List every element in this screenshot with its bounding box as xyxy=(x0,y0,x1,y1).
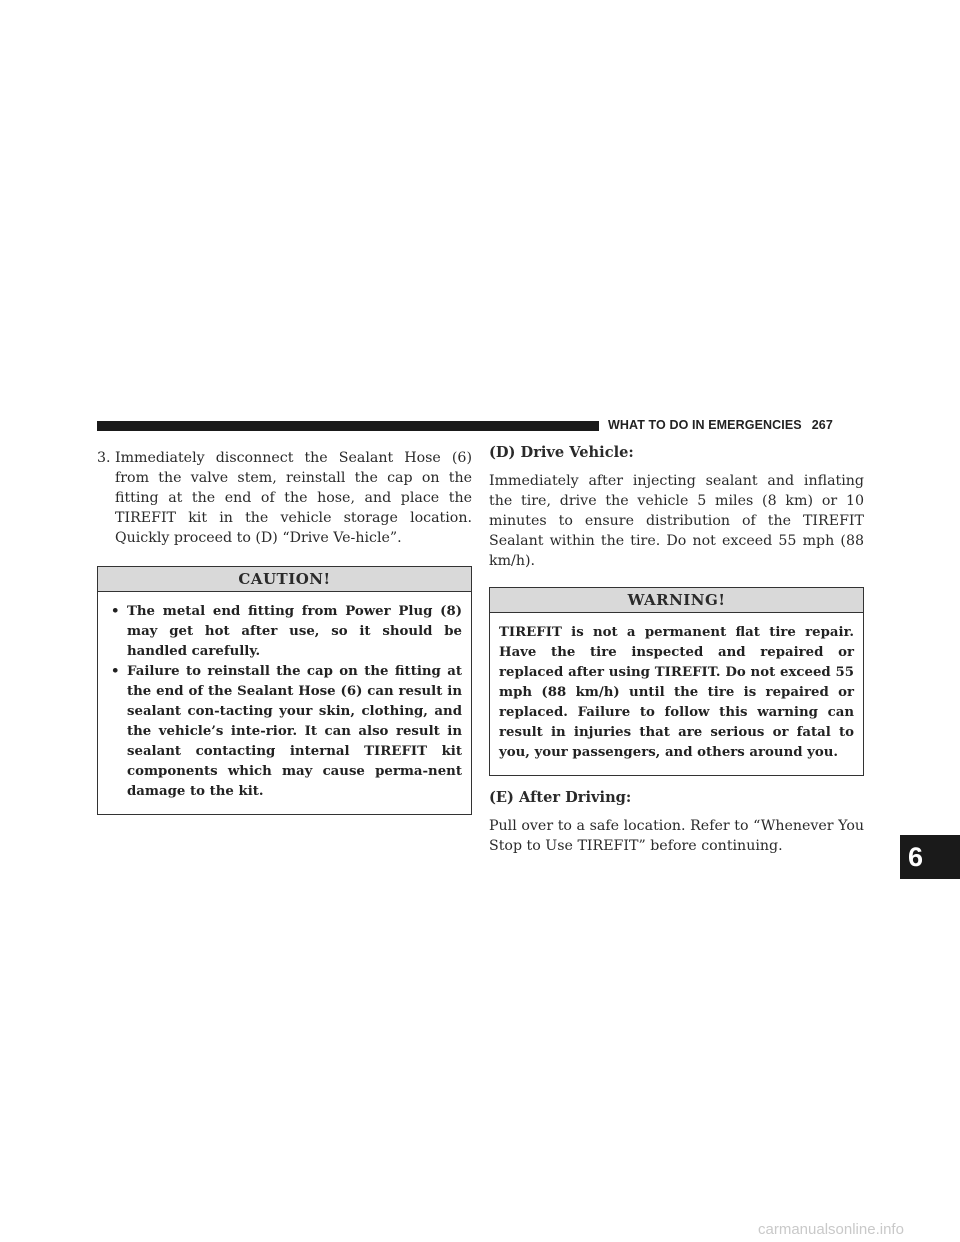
watermark: carmanualsonline.info xyxy=(758,1221,904,1238)
step-number: 3. xyxy=(97,450,111,466)
left-column xyxy=(97,448,472,815)
chapter-tab: 6 xyxy=(900,835,960,879)
section-e-text: Pull over to a safe location. Refer to “Whenever You Stop to Use TIREFIT” before continuing. xyxy=(489,818,864,854)
warning-box xyxy=(489,587,864,776)
section-d-text: Immediately after injecting sealant and inflating the tire, drive the vehicle 5 miles (8 km) or 10 minutes to ensure distribution of the TIREFIT Sealant within the tire. Do not exceed 55 mph (88 km/h). xyxy=(489,473,864,569)
running-header xyxy=(608,418,833,432)
bullet-dot-icon: • xyxy=(111,664,120,679)
section-d-heading: (D) Drive Vehicle: xyxy=(489,444,634,461)
bullet-dot-icon: • xyxy=(111,604,120,619)
section-e-heading: (E) After Driving: xyxy=(489,789,632,806)
caution-title: CAUTION! xyxy=(98,567,471,592)
page-number: 267 xyxy=(811,418,833,432)
caution-bullet-text: The metal end fitting from Power Plug (8) may get hot after use, so it should be handled carefully. xyxy=(127,604,462,659)
caution-box xyxy=(97,566,472,815)
warning-title: WARNING! xyxy=(490,588,863,613)
caution-body xyxy=(98,592,471,814)
caution-bullet-text: Failure to reinstall the cap on the fitting at the end of the Sealant Hose (6) can result in sealant con-tacting your skin, clothing, and the vehicle’s inte-rior. It can also result in sealant contacting internal TIREFIT kit components which may cause perma-nent damage to the kit. xyxy=(127,664,462,799)
caution-bullet-1 xyxy=(107,602,462,662)
caution-bullet-2 xyxy=(107,662,462,802)
right-column xyxy=(489,443,864,856)
warning-body: TIREFIT is not a permanent flat tire repair. Have the tire inspected and repaired or replaced after using TIREFIT. Do not exceed 55 mph (88 km/h) until the tire is repaired or replaced. Failure to follow this warning can result in injuries that are serious or fatal to you, your passengers, and others around you. xyxy=(499,625,854,760)
header-rule xyxy=(97,421,599,431)
step-3 xyxy=(97,448,472,548)
step-text: Immediately disconnect the Sealant Hose (6) from the valve stem, reinstall the cap on the fitting at the end of the hose, and place the TIREFIT kit in the vehicle storage location. Quickly proceed to (D) “Drive Ve-hicle”. xyxy=(115,450,472,546)
header-section-title: WHAT TO DO IN EMERGENCIES xyxy=(608,418,802,432)
